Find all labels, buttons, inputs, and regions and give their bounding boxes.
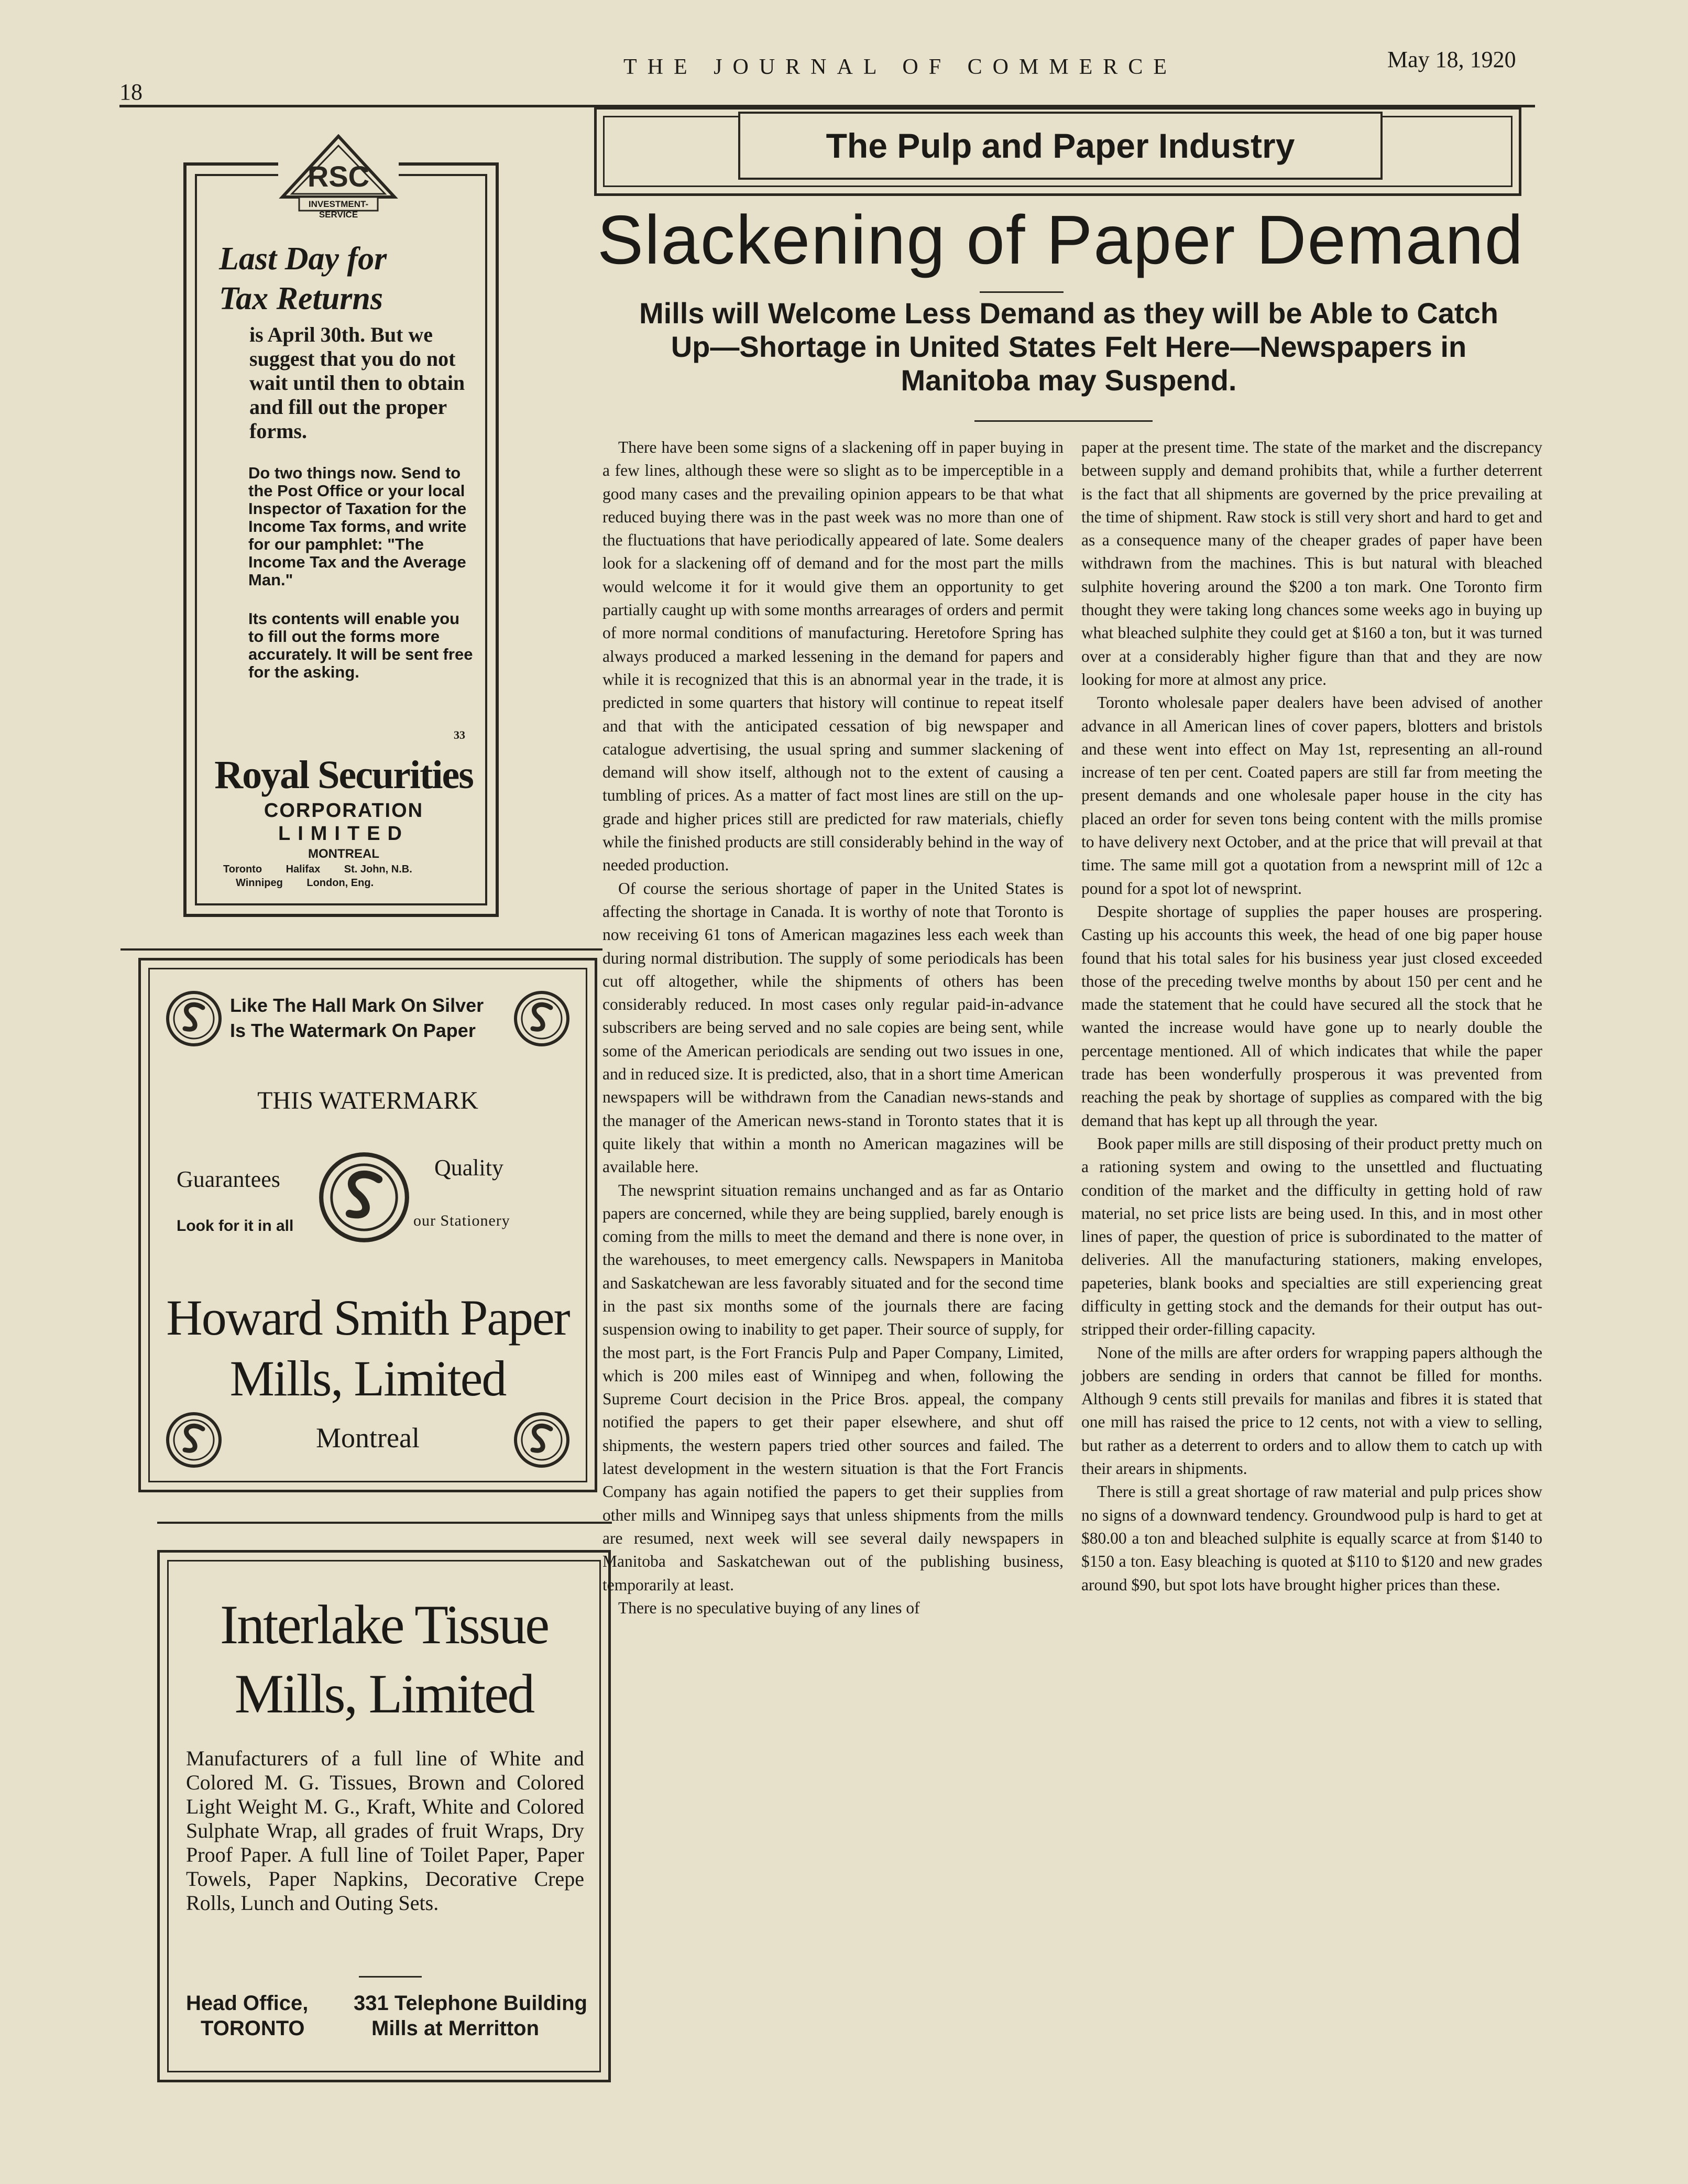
address-line: 331 Telephone Building [354,1992,587,2015]
tagline-line: Like The Hall Mark On Silver [230,995,484,1016]
article-column-2 [1081,436,1542,1597]
divider-rule [120,948,602,951]
branch: Winnipeg [236,877,283,889]
watermark-seal-large-icon [317,1150,411,1244]
article-paragraph: There have been some signs of a slackening off in paper buying in a few lines, although these were so slight as to be imperceptible in a good many cases and the prevailing opinion appears to be that what reduced buying there was in the past week was no more than one of the fluctuations that have periodically appeared of late. Some dealers look for a slackening off of demand and for the most part the mills would welcome it for it would give them an opportunity to get partially caught up with some months arrearages of orders and permit of more normal conditions of manufacturing. Heretofore Spring has always produced a marked lessening in the demand for papers and while it is recognized that this is an abnormal year in the trade, it is predicted in some quarters that history will continue to repeat itself and that with the anticipated cessation of big newspaper and catalogue advertising, the usual spring and summer slackening of demand will show itself, although not to the extent of causing a tumbling of prices. As a matter of fact most lines are still on the up-grade and higher prices still are predicted for raw materials, chiefly while the finished products are still considerably behind in the way of needed production. [602,438,1064,875]
stationery-label: our Stationery [413,1212,510,1229]
company-name-line: Howard Smith Paper [166,1290,569,1346]
interlake-ad [157,1550,611,2082]
section-title: The Pulp and Paper Industry [738,112,1383,180]
divider-rule [974,420,1153,422]
ad-paragraph-instructions: Do two things now. Send to the Post Office or your local Inspector of Taxation for the Income Tax forms, and write for our pamphlet: "The Income Tax and the Average Man." [248,464,467,589]
article-paragraph: paper at the present time. The state of the market and the discrepancy between supply and demand prohibits that, while a further deterrent is the fact that all shipments are governed by the price prevailing at the time of shipment. Raw stock is still very short and hard to get and as a consequence many of the cheaper grades of paper have been withdrawn from the machines. This is but natural with bleached sulphite hovering around the $200 a ton mark. One Toronto firm thought they were taking long chances some weeks ago in buying up what bleached sulphite they could get at $160 a ton, but it was turned over at a considerably higher figure than that and they are now looking for more at almost any price. [1081,438,1542,689]
this-watermark: THIS WATERMARK [257,1087,478,1115]
badge-letters: RSC [307,160,370,193]
head-office-label: Head Office, [186,1992,309,2015]
company-limited: LIMITED [278,823,409,845]
divider-rule [157,1522,612,1524]
branch-list [223,862,433,890]
royal-securities-ad [183,162,499,917]
badge-caption: INVESTMENT-SERVICE [308,199,369,220]
branch: Toronto [223,864,262,875]
divider-rule [980,291,1064,293]
section-banner [594,107,1521,196]
article-column-1 [602,436,1064,1620]
head-office [186,1991,308,2041]
company-name-line: Mills, Limited [234,1663,534,1724]
article-paragraph: Book paper mills are still disposing of their product pretty much on a rationing system and owing to the unsettled and fluctuating condition of the market and the difficulty in getting hold of raw material, no set price lists are being used. In this, and in most other lines of paper, the question of price is subordinated to the matter of deliveries. All the manufacturing stationers, making envelopes, papeteries, blank books and specialties are still experiencing great difficulty in getting stock and the demands for their output has out-stripped their order-filling capacity. [1081,1134,1542,1339]
howard-smith-ad [138,958,597,1492]
article-paragraph: None of the mills are after orders for wrapping papers although the jobbers are sending in orders that cannot be filled for months. Although 9 cents still prevails for manilas and fibres it is stated that one mill has raised the price to 12 cents, not with a view to selling, but rather as a deterrent to orders and to allow them to catch up with their arears in shipments. [1081,1343,1542,1478]
company-name [141,1287,595,1409]
company-name-line: Interlake Tissue [220,1594,549,1655]
page-number: 18 [119,79,143,105]
article-paragraph: There is still a great shortage of raw material and pulp prices show no signs of a downward tendency. Groundwood pulp is hard to get at $80.00 a ton and bleached sulphite is equally scarce at from $140 to $150 a ton. Easy bleaching is quoted at $110 to $120 and new grades around $90, but spot lots have brought higher prices than these. [1081,1482,1542,1594]
article-subhead: Mills will Welcome Less Demand as they will be Able to Catch Up—Shortage in United States Felt Here—Newspapers in Manitoba may Suspend. [639,297,1498,397]
company-name-line: Mills, Limited [229,1350,506,1406]
ad-headline: Last Day for Tax Returns [219,241,387,316]
mills-location: Mills at Merritton [371,2017,540,2040]
issue-date: May 18, 1920 [1387,47,1516,72]
article-paragraph: Despite shortage of supplies the paper houses are prospering. Casting up his accounts this week, the head of one big paper house found that his total sales for his business year just closed exceeded those of the preceding twelve months by about 150 per cent and he made the statement that he could have secured all the stock that he wanted the increase would have gone up to nearly double the percentage mentioned. All of which indicates that while the paper trade has been wonderfully prosperous it was prevented from reaching the peak by shortage of supplies as compared with the big demand that has kept up all through the year. [1081,902,1542,1130]
article-headline: Slackening of Paper Demand [597,201,1525,278]
divider-rule [359,1976,422,1978]
tagline [230,993,484,1043]
ad-number: 33 [454,728,465,741]
address-block [354,1991,587,2041]
branch: London, Eng. [306,877,374,889]
ad-paragraph-pamphlet: Its contents will enable you to fill out the forms more accurately. It will be sent free for the asking. [248,609,473,681]
ad-paragraph-deadline: is April 30th. But we suggest that you do not wait until then to obtain and fill out the proper forms. [249,323,465,443]
head-office-city: TORONTO [201,2017,305,2040]
branch: St. John, N.B. [344,864,412,875]
company-corporation: CORPORATION [264,800,424,822]
article-paragraph: Of course the serious shortage of paper in the United States is affecting the shortage in Canada. It is worthy of note that Toronto is now receiving 61 tons of American magazines less each week than during normal distribution. The supply of some periodicals has been cut off altogether, while the shipments of others has been considerably reduced. In most cases only regular paid-in-advance subscribers are being served and no sale copies are being sent, while some of the American periodicals are sending out two issues in one, and in reduced size. It is predicted, also, that in a short time American newspapers will be withdrawn from the Canadian news-stands and the manager of the American news-stand in Toronto states that it is quite likely that within a month no American magazines will be available here. [602,879,1064,1176]
article-paragraph: There is no speculative buying of any lines of [618,1598,920,1617]
guarantees-label: Guarantees [177,1166,280,1192]
company-city: Montreal [316,1422,420,1454]
quality-label: Quality [434,1155,503,1181]
watermark-seal-icon [165,990,223,1047]
tagline-line: Is The Watermark On Paper [230,1020,476,1041]
company-city: MONTREAL [308,847,379,861]
article-paragraph: Toronto wholesale paper dealers have been advised of another advance in all American lines of cover papers, blotters and bristols and these went into effect on May 1st, representing an all-round increase of ten per cent. Coated papers are still far from meeting the present demands and one wholesale paper house in the city has placed an order for seven tons being content with the mills promise to have delivery next October, and at the price that will prevail at that time. The same mill got a quotation from a newsprint mill of 12c a pound for a spot lot of newsprint. [1081,693,1542,898]
product-list: Manufacturers of a full line of White and Colored M. G. Tissues, Brown and Colored Light Weight M. G., Kraft, White and Colored Sulphate Wrap, all grades of fruit Wraps, Dry Proof Paper. A full line of Toilet Paper, Paper Towels, Paper Napkins, Decorative Crepe Rolls, Lunch and Outing Sets. [186,1746,584,1915]
look-for-label: Look for it in all [177,1217,294,1235]
rsc-badge [278,134,399,218]
company-name [160,1590,608,1729]
watermark-seal-icon [513,990,571,1047]
company-name: Royal Securities [214,753,473,797]
masthead: THE JOURNAL OF COMMERCE [623,55,1177,79]
article-paragraph: The newsprint situation remains unchanged and as far as Ontario papers are concerned, while they are being supplied, barely enough is coming from the mills to meet the demand and there is none over, in the warehouses, to meet emergency calls. Newspapers in Manitoba and Saskatchewan are less favorably situated and for the second time in the past six months some of the journals there are facing suspension owing to inability to get paper. Their source of supply, for the most part, is the Fort Francis Pulp and Paper Company, Limited, which is 200 miles east of Winnipeg and when, following the Supreme Court decision in the Price Bros. appeal, the company notified the papers to get their paper elsewhere, and shut off shipments, the western papers tried other sources and failed. The latest development in the western situation is that the Fort Francis Company has again notified the papers to get their supplies from other mills and Winnipeg says that unless shipments from the mills are resumed, next week will see several daily newspapers in Manitoba and Saskatchewan out of the publishing business, temporarily at least. [602,1181,1064,1594]
branch: Halifax [286,864,321,875]
